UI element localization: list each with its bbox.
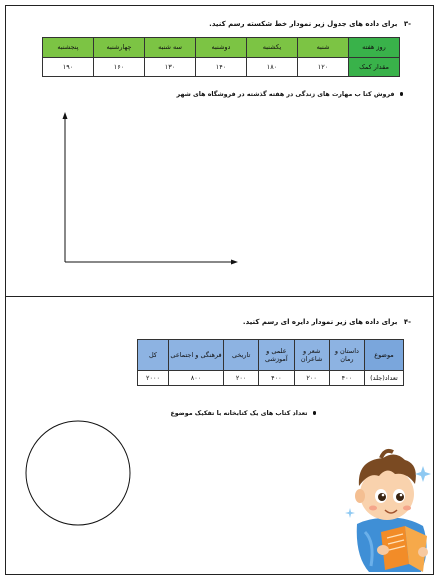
q4-value: ۸۰۰ (169, 371, 224, 386)
axes-drawing-icon (55, 110, 245, 270)
q3-day: سه شنبه (145, 38, 196, 58)
bullet-icon (313, 411, 317, 415)
q3-value: ۱۶۰ (94, 58, 145, 77)
q3-instruction: برای داده های جدول زیر نمودار خط شکسته رسم کنید. (209, 20, 398, 28)
q4-topic: شعر و شاعران (294, 340, 329, 371)
bullet-icon (400, 92, 404, 96)
q3-value-label: مقدار کمک (349, 58, 400, 77)
q4-bullet (170, 410, 316, 417)
q3-day: یکشنبه (247, 38, 298, 58)
q3-day: دوشنبه (196, 38, 247, 58)
q3-bullet-text: فروش کتا ب مهارت های زندگی در هفته گذشته در فروشگاه های شهر (176, 91, 395, 98)
q4-table (137, 339, 404, 386)
q3-table (42, 37, 400, 77)
q4-value: ۲۰۰ (224, 371, 259, 386)
q4-topic: کل (138, 340, 169, 371)
q3-header-label: روز هفته (349, 38, 400, 58)
q4-table-value-row (138, 371, 404, 386)
section-divider (5, 296, 434, 297)
q4-value: ۴۰۰ (329, 371, 364, 386)
q3-value: ۱۴۰ (196, 58, 247, 77)
q4-topic: علمی و آموزشی (259, 340, 294, 371)
q3-value: ۱۹۰ (43, 58, 94, 77)
q4-value: ۲۰۰ (294, 371, 329, 386)
q3-day: چهارشنبه (94, 38, 145, 58)
q4-number: -۴ (403, 318, 411, 326)
child-reading-illustration-icon (335, 446, 435, 574)
q4-title (243, 318, 411, 326)
empty-circle-drawing-icon (23, 418, 133, 528)
q3-bullet (177, 91, 403, 98)
q4-topic: تاریخی (224, 340, 259, 371)
q4-header-label: موضوع (365, 340, 404, 371)
q3-table-header-row (43, 38, 400, 58)
q4-value-label: تعداد(جلد) (365, 371, 404, 386)
q4-table-header-row (138, 340, 404, 371)
q4-instruction: برای داده های زیر نمودار دایره ای رسم کنید. (242, 318, 398, 326)
q4-value: ۲۰۰۰ (138, 371, 169, 386)
q3-day: شنبه (298, 38, 349, 58)
q3-title (209, 20, 411, 28)
q3-value: ۱۳۰ (145, 58, 196, 77)
q3-day: پنجشنبه (43, 38, 94, 58)
q4-bullet-text: تعداد کتاب های یک کتابخانه با تفکیک موضوع (170, 410, 308, 417)
q4-topic: فرهنگی و اجتماعی (169, 340, 224, 371)
q3-value: ۱۸۰ (247, 58, 298, 77)
q3-value: ۱۲۰ (298, 58, 349, 77)
q4-value: ۴۰۰ (259, 371, 294, 386)
q3-table-value-row (43, 58, 400, 77)
q3-number: -۳ (403, 20, 411, 28)
q4-topic: داستان و رمان (329, 340, 364, 371)
